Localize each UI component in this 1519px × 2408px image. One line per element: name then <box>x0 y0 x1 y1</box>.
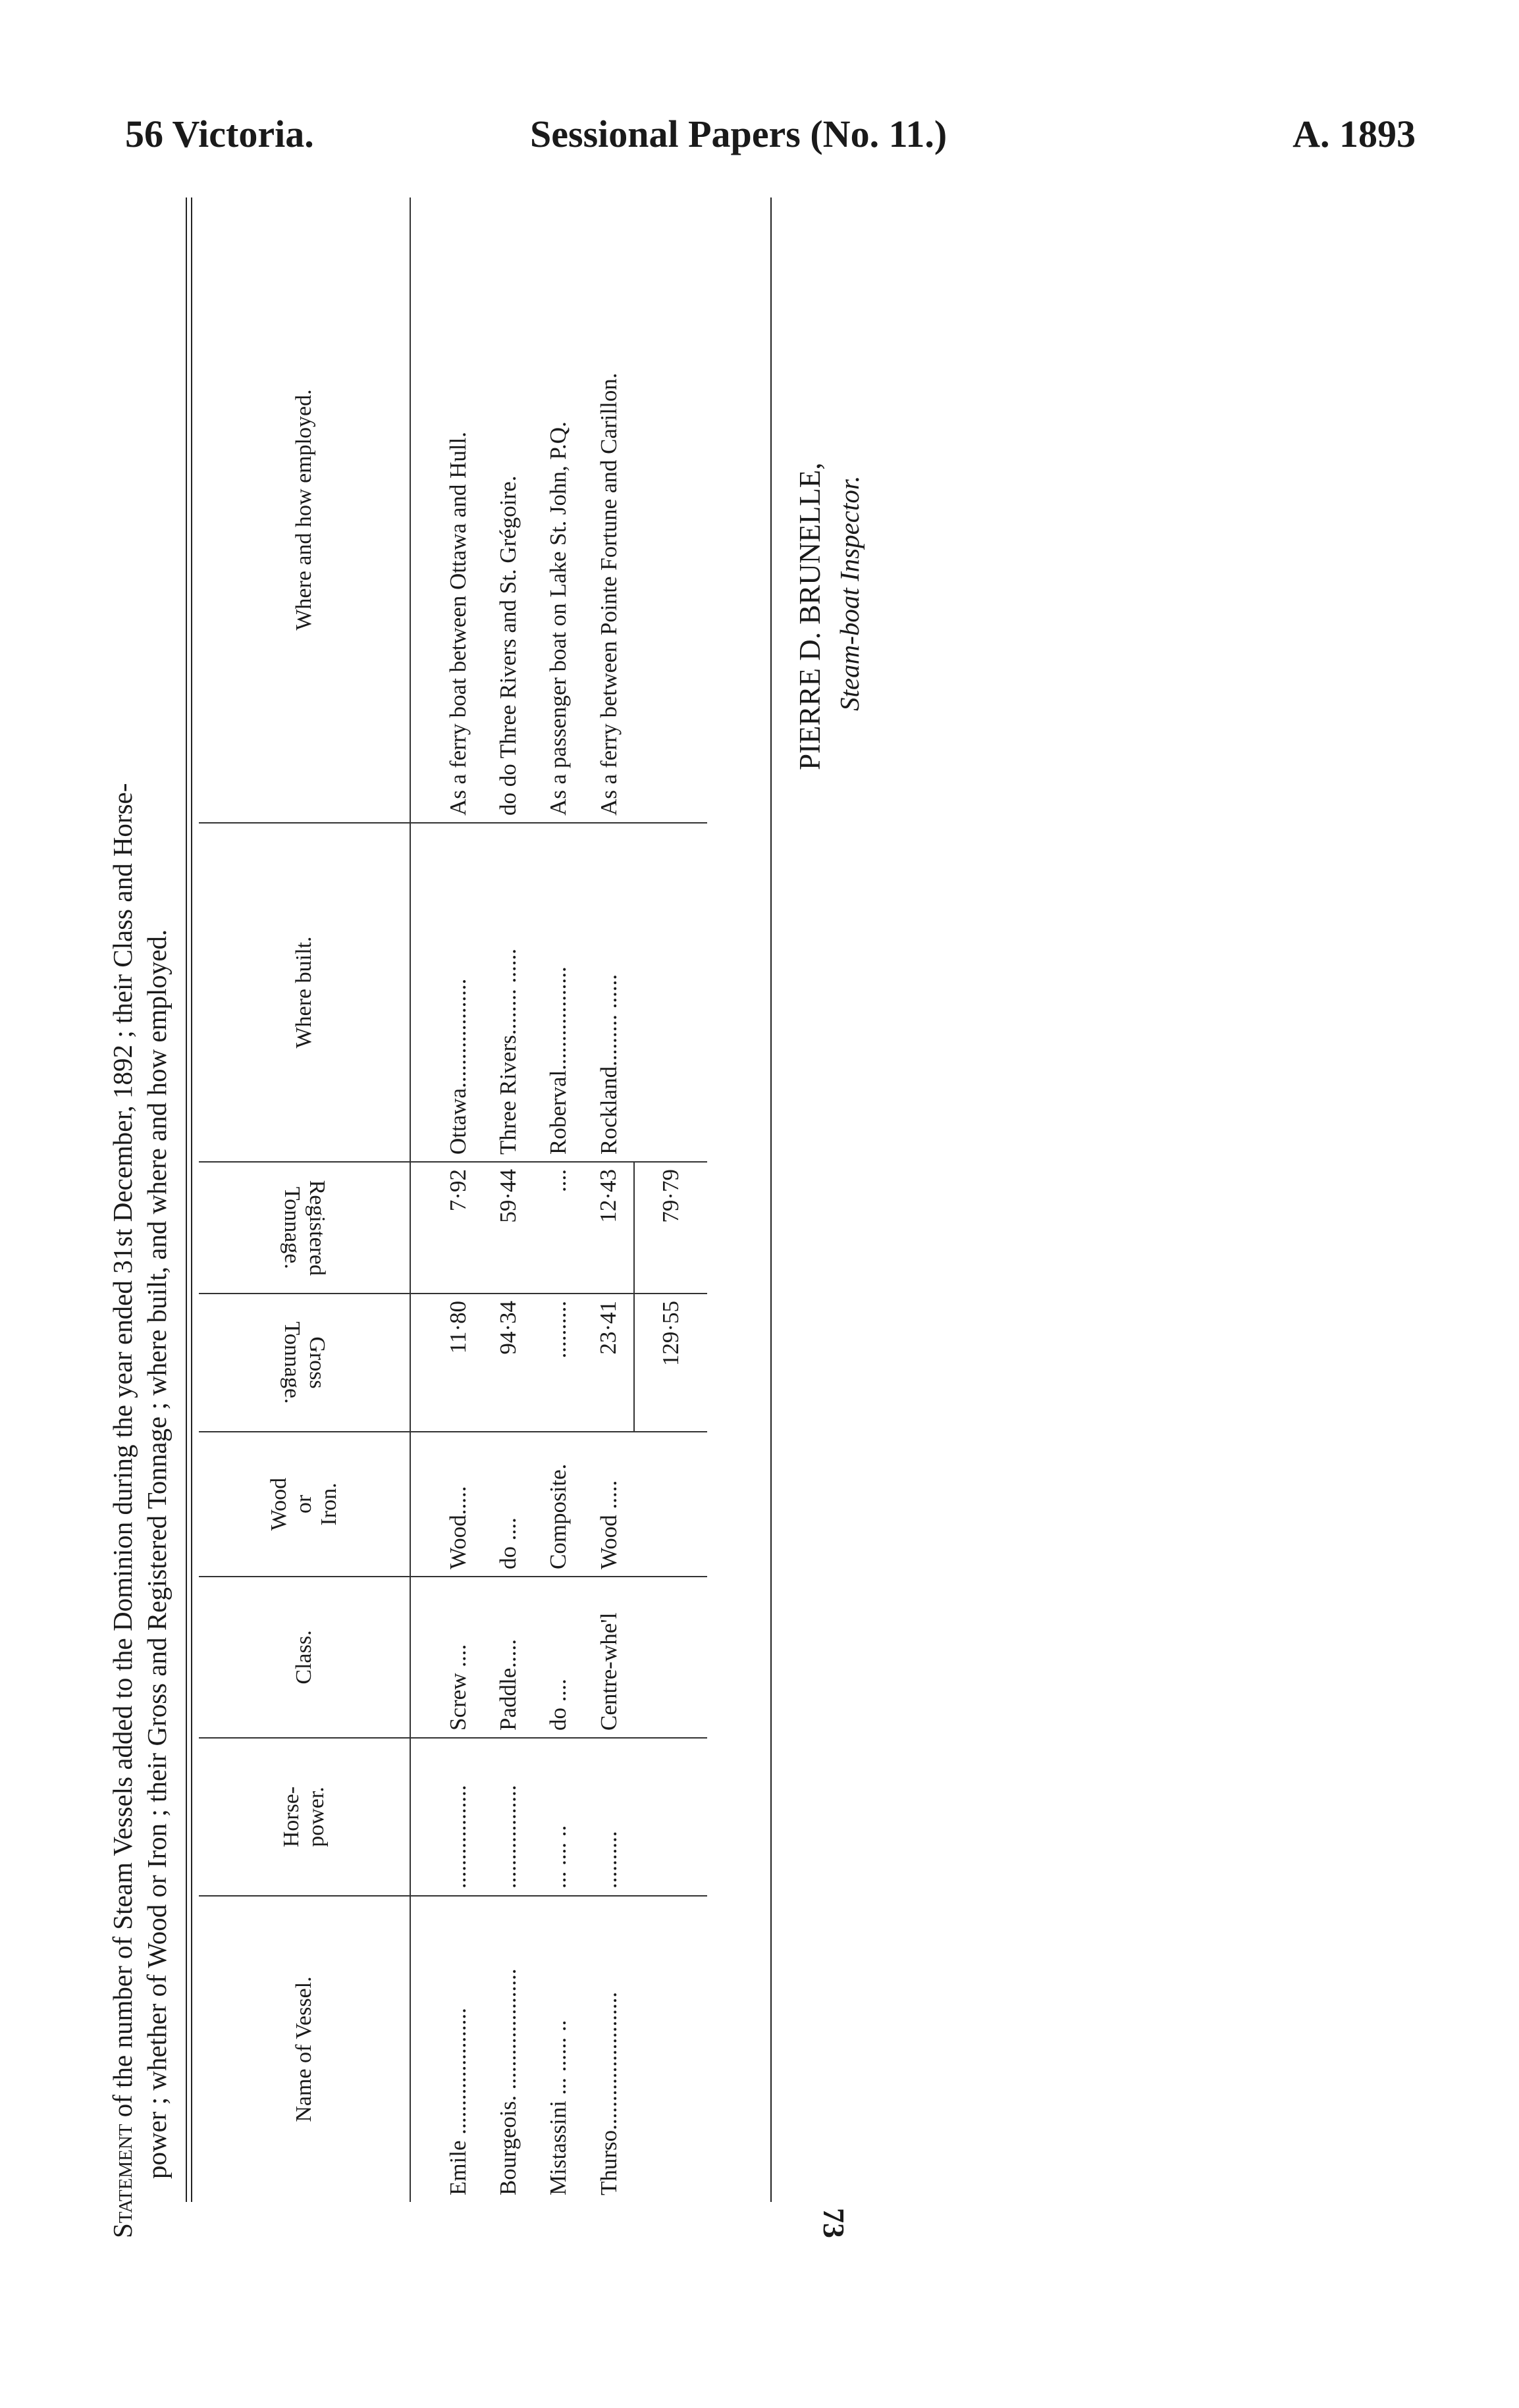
gross-header-text: Gross Tonnage. <box>280 1321 329 1404</box>
top-rule-double <box>191 197 192 2202</box>
rotated-table-block <box>105 197 915 2238</box>
cell-horsepower: .......... <box>583 1738 634 1896</box>
cell-vessel-name: Thurso........................ <box>595 1991 622 2195</box>
cell-class: do .... <box>533 1577 583 1738</box>
cell-employment: As a passenger boat on Lake St. John, P.Q. <box>533 197 583 823</box>
page-header <box>125 112 1416 171</box>
signature-block <box>790 463 869 771</box>
col-header-material: Wood or Iron. <box>199 1432 410 1577</box>
vessels-table <box>199 197 707 2202</box>
cell-vessel-name: Bourgeois. ..................... <box>495 1968 521 2195</box>
cell-registered-tonnage: 59·44 <box>483 1162 533 1294</box>
cell-material: Wood..... <box>410 1432 483 1577</box>
table-caption <box>105 197 174 2238</box>
table-header-row <box>199 197 410 2202</box>
cell-class: Paddle..... <box>483 1577 533 1738</box>
table-row <box>483 197 533 2202</box>
registered-header-text: Registered Tonnage. <box>280 1180 329 1276</box>
cell-material: Wood ..... <box>583 1432 634 1577</box>
page-number: 73 <box>817 2208 851 2238</box>
cell-empty <box>634 1738 707 1896</box>
cell-registered-tonnage: .... <box>533 1162 583 1294</box>
cell-horsepower: ... .... .. <box>533 1738 583 1896</box>
total-gross-tonnage: 129·55 <box>634 1294 707 1432</box>
table-row <box>583 197 634 2202</box>
cell-employment: do do Three Rivers and St. Grégoire. <box>483 197 533 823</box>
cell-vessel-name: Emile ...................... <box>445 2008 471 2195</box>
cell-gross-tonnage: 11·80 <box>410 1294 483 1432</box>
col-header-name: Name of Vessel. <box>199 1896 410 2202</box>
cell-class: Screw .... <box>410 1577 483 1738</box>
cell-class: Centre-whe'l <box>583 1577 634 1738</box>
bottom-rule <box>770 197 772 2202</box>
header-sessional-papers: Sessional Papers (No. 11.) <box>530 113 947 155</box>
cell-gross-tonnage: 94·34 <box>483 1294 533 1432</box>
col-header-class: Class. <box>199 1577 410 1738</box>
total-registered-tonnage: 79·79 <box>634 1162 707 1294</box>
signature-name: PIERRE D. BRUNELLE, <box>793 462 826 770</box>
caption-line-1 <box>105 197 140 2238</box>
totals-row <box>634 197 707 2202</box>
cell-horsepower: .................. <box>483 1738 533 1896</box>
cell-employment: As a ferry boat between Ottawa and Hull. <box>410 197 483 823</box>
cell-employment: As a ferry between Pointe Fortune and Carillon. <box>583 197 634 823</box>
table-row <box>533 197 583 2202</box>
cell-horsepower: .................. <box>410 1738 483 1896</box>
cell-empty <box>634 197 707 823</box>
caption-line-2: power ; whether of Wood or Iron ; their Gross and Registered Tonnage ; where built, and where and how employed. <box>142 929 172 2179</box>
header-year: A. 1893 <box>1292 113 1416 155</box>
cell-empty <box>634 1577 707 1738</box>
cell-where-built: Roberval.................. <box>533 823 583 1162</box>
cell-material: do .... <box>483 1432 533 1577</box>
cell-gross-tonnage: .......... <box>533 1294 583 1432</box>
cell-empty <box>634 1896 707 2202</box>
cell-gross-tonnage: 23·41 <box>583 1294 634 1432</box>
signature-title: Steam-boat Inspector. <box>834 475 865 711</box>
caption-lead: Statement <box>107 2124 138 2238</box>
cell-registered-tonnage: 12·43 <box>583 1162 634 1294</box>
cell-where-built: Rockland......... ...... <box>583 823 634 1162</box>
cell-vessel-name: Mistassini ... ...... .. <box>545 2020 571 2195</box>
cell-where-built: Ottawa................... <box>410 823 483 1162</box>
caption-line-1-text: of the number of Steam Vessels added to the Dominion during the year ended 31st December, 1892 ; their Class and Horse- <box>107 783 138 2124</box>
col-header-horsepower: Horse- power. <box>199 1738 410 1896</box>
cell-registered-tonnage: 7·92 <box>410 1162 483 1294</box>
cell-empty <box>634 1432 707 1577</box>
header-session: 56 Victoria. <box>125 113 314 155</box>
col-header-built: Where built. <box>199 823 410 1162</box>
col-header-registered <box>199 1162 410 1294</box>
cell-empty <box>634 823 707 1162</box>
cell-material: Composite. <box>533 1432 583 1577</box>
table-row <box>410 197 483 2202</box>
top-rule <box>186 197 187 2202</box>
col-header-employed: Where and how employed. <box>199 197 410 823</box>
cell-where-built: Three Rivers........ ...... <box>483 823 533 1162</box>
col-header-gross <box>199 1294 410 1432</box>
